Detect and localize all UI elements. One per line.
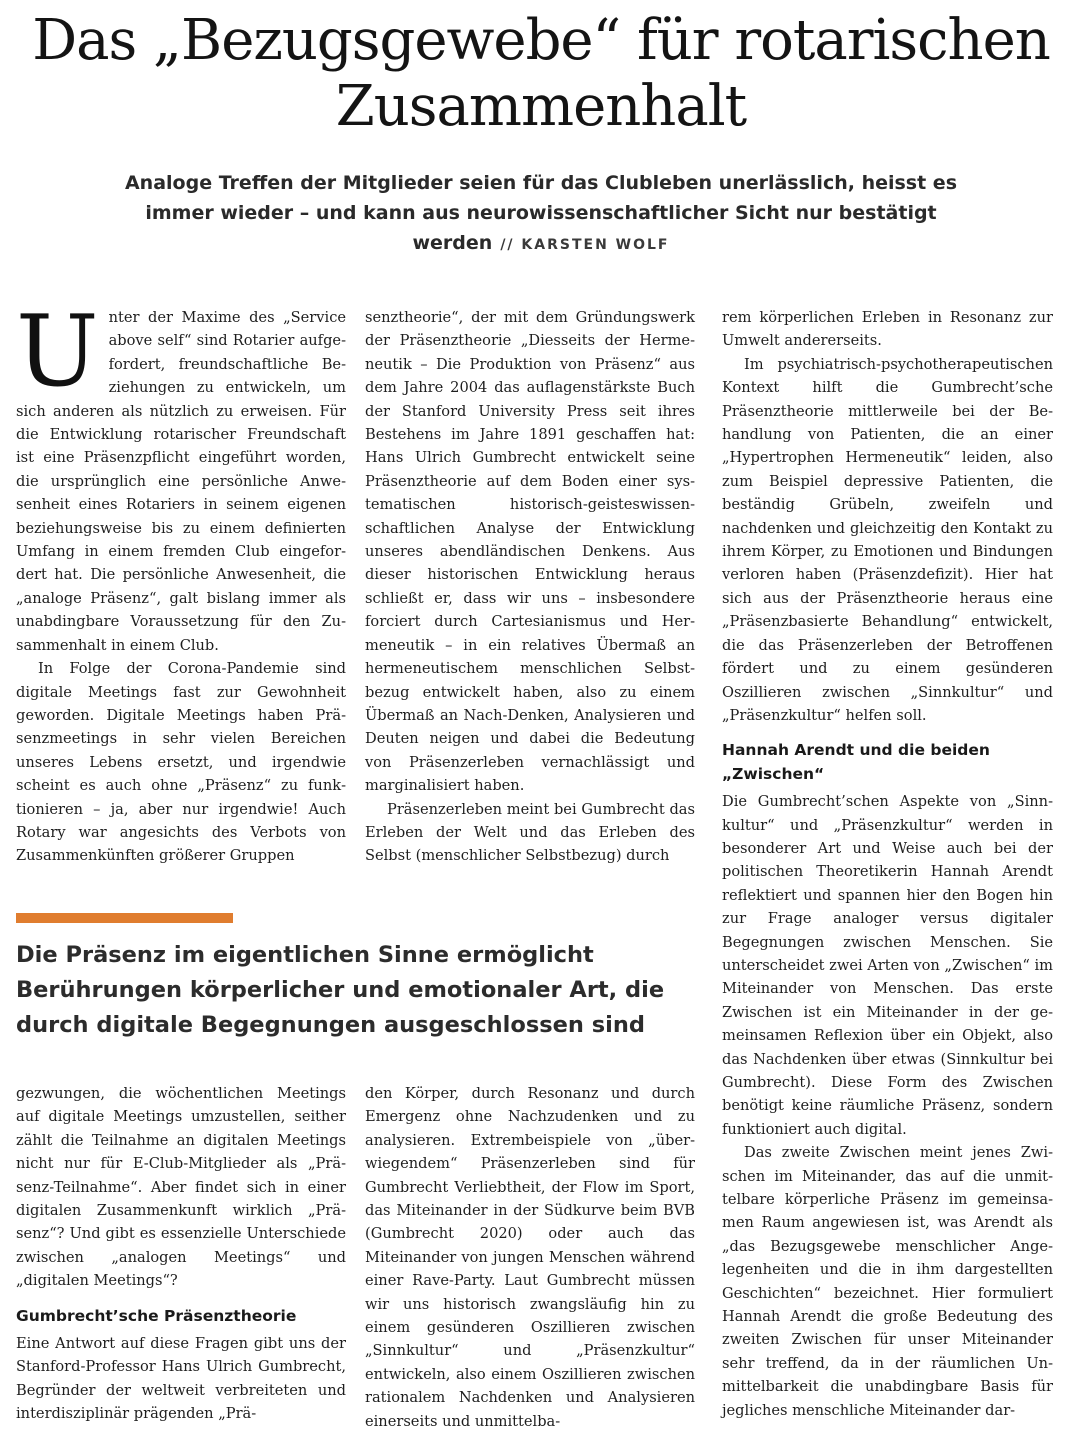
column-2-bottom — [365, 1082, 695, 1433]
author-byline: // KARSTEN WOLF — [500, 237, 670, 253]
subtitle-text: Analoge Treffen der Mitglieder seien für das Clubleben unerlässlich, heisst es immer wieder – und kann aus neurowissenschaftlicher Sicht nur bestätigt werden — [124, 172, 958, 254]
article-headline: Das „Bezugsgewebe“ für rotarischen Zusammenhalt — [32, 8, 1050, 139]
paragraph: Präsenzerleben meint bei Gumbrecht das Erleben der Welt und das Erleben des Selbst (menschlicher Selbstbezug) durch — [365, 800, 695, 865]
paragraph: den Körper, durch Resonanz und durch Emergenz ohne Nachzudenken und zu analysieren. Extrembeispiele von „überwiegendem“ Präsenzerleben sind für Gumbrecht Verliebtheit, der Flow im Sport, das Miteinander in der Südkurve beim BVB (Gumbrecht 2020) oder auch das Miteinander von jungen Menschen während einer Rave-Party. Laut Gumbrecht müssen wir uns historisch zwangsläufig hin zu einem gesünderen Oszillieren zwischen „Sinnkultur“ und „Präsenzkultur“ entwickeln, also einem Oszillieren zwischen rationalem Nachdenken und Analysieren einerseits und unmittelba- — [365, 1085, 695, 1430]
section-heading-gumbrecht: Gumbrecht’sche Präsenztheorie — [16, 1306, 297, 1325]
column-2-top — [365, 306, 695, 868]
paragraph: rem körperlichen Erleben in Resonanz zur Umwelt andererseits. — [722, 309, 1053, 350]
column-1-bottom — [16, 1082, 346, 1426]
paragraph: gezwungen, die wöchentlichen Meetings auf digitale Meetings umzustellen, seither zählt die Teilnahme an digitalen Meetings nicht nur für E-Club-Mitglieder als „Präsenz-Teilnahme“. Aber findet sich in einer digitalen Zusammenkunft wirklich „Präsenz“? Und gibt es essenzielle Unterschiede zwischen „analogen Meetings“ und „digitalen Meetings“? — [16, 1085, 346, 1290]
pullquote: Die Präsenz im eigentlichen Sinne ermöglicht Berührungen körperlicher und emotionaler Art, die durch digitale Begegnungen ausgeschlossen sind — [16, 942, 665, 1038]
column-1-top — [16, 295, 346, 868]
paragraph: Im psychiatrisch-psychotherapeutischen Kontext hilft die Gumbrecht’sche Präsenztheorie mittlerweile bei der Behandlung von Patienten, die an einer „Hypertrophen Hermeneutik“ leiden, also zum Beispiel depressive Patienten, die beständig Grübeln, zweifeln und nachdenken und gleichzeitig den Kontakt zu ihrem Körper, zu Emotionen und Bindungen verloren haben (Präsenzdefizit). Hier hat sich aus der Präsenztheorie heraus eine „Präsenzbasierte Behandlung“ entwickelt, die das Präsenzerleben der Betroffenen fördert und zu einem gesünderen Oszillieren zwischen „Sinnkultur“ und „Präsenzkultur“ helfen soll. — [722, 355, 1053, 724]
paragraph: nter der Maxime des „Service above self“ sind Rotarier aufgefordert, freundschaftliche Beziehungen zu entwickeln, um sich anderen als nützlich zu erweisen. Für die Entwicklung rotarischer Freundschaft ist eine Präsenzpflicht eingeführt worden, die ursprünglich eine persönliche Anwesenheit eines Rotariers in seinem eigenen beziehungsweise bis zu einem definierten Umfang in einem fremden Club eingefordert hat. Die persönliche Anwesenheit, die „analoge Präsenz“, galt bislang immer als unabdingbare Voraussetzung für den Zusammenhalt in einem Club. — [16, 309, 346, 654]
paragraph: Die Gumbrecht’schen Aspekte von „Sinnkultur“ und „Präsenzkultur“ werden in besonderer Art und Weise auch bei der politischen Theoretikerin Hannah Arendt reflektiert und spannen hier den Bogen hin zur Frage analoger versus digitaler Begegnungen zwischen Menschen. Sie unterscheidet zwei Arten von „Zwischen“ im Miteinander von Menschen. Das erste Zwischen ist ein Miteinander in der gemeinsamen Reflexion über ein Objekt, also das Nachdenken über etwas (Sinnkultur bei Gumbrecht). Diese Form des Zwischen benötigt keine räumliche Präsenz, sondern funktioniert auch digital. — [722, 793, 1053, 1138]
paragraph: Eine Antwort auf diese Fragen gibt uns der Stanford-Professor Hans Ulrich Gumbrecht, Begründer der weltweit verbreiteten und interdisziplinär prägenden „Prä- — [16, 1335, 346, 1423]
article-subtitle — [100, 168, 982, 260]
paragraph: Das zweite Zwischen meint jenes Zwischen im Miteinander, das auf die unmittelbare körperliche Präsenz im gemeinsamen Raum angewiesen ist, was Arendt als „das Bezugsgewebe menschlicher Angelegenheiten und die in ihm dargestellten Geschichten“ bezeichnet. Hier formuliert Hannah Arendt die große Bedeutung des zweiten Zwischen für unser Miteinander sehr treffend, da in der räumlichen Unmittelbarkeit die unabdingbare Basis für jegliches menschliche Miteinander dar- — [722, 1144, 1053, 1419]
paragraph: senztheorie“, der mit dem Gründungswerk der Präsenztheorie „Diesseits der Hermeneutik – Die Produktion von Präsenz“ aus dem Jahre 2004 das auflagenstärkste Buch der Stanford University Press seit ihres Bestehens im Jahre 1891 geschaffen hat: Hans Ulrich Gumbrecht entwickelt seine Präsenztheorie auf dem Boden einer systematischen historisch-geisteswissenschaftlichen Analyse der Entwicklung unseres abendländischen Denkens. Aus dieser historischen Entwicklung heraus schließt er, dass wir uns – insbesondere forciert durch Cartesianismus und Hermeneutik – in ein relatives Übermaß an hermeneutischem menschlichen Selbstbezug entwickelt haben, also zu einem Übermaß an Nach-Denken, Analysieren und Deuten neigen und dabei die Bedeutung von Präsenzerleben vernachlässigt und marginalisiert haben. — [365, 309, 695, 795]
paragraph: In Folge der Corona-Pandemie sind digitale Meetings fast zur Gewohnheit geworden. Digitale Meetings haben Präsenzmeetings in sehr vielen Bereichen unseres Lebens ersetzt, und irgendwie scheint es auch ohne „Präsenz“ zu funktionieren – ja, aber nur irgendwie! Auch Rotary war angesichts des Verbots von Zusammenkünften größerer Gruppen — [16, 660, 346, 865]
section-heading-hannah-arendt: Hannah Arendt und die beiden „Zwischen“ — [722, 741, 990, 783]
column-3 — [722, 306, 1053, 1422]
pullquote-accent-bar — [16, 913, 233, 923]
drop-cap: U — [16, 295, 99, 409]
